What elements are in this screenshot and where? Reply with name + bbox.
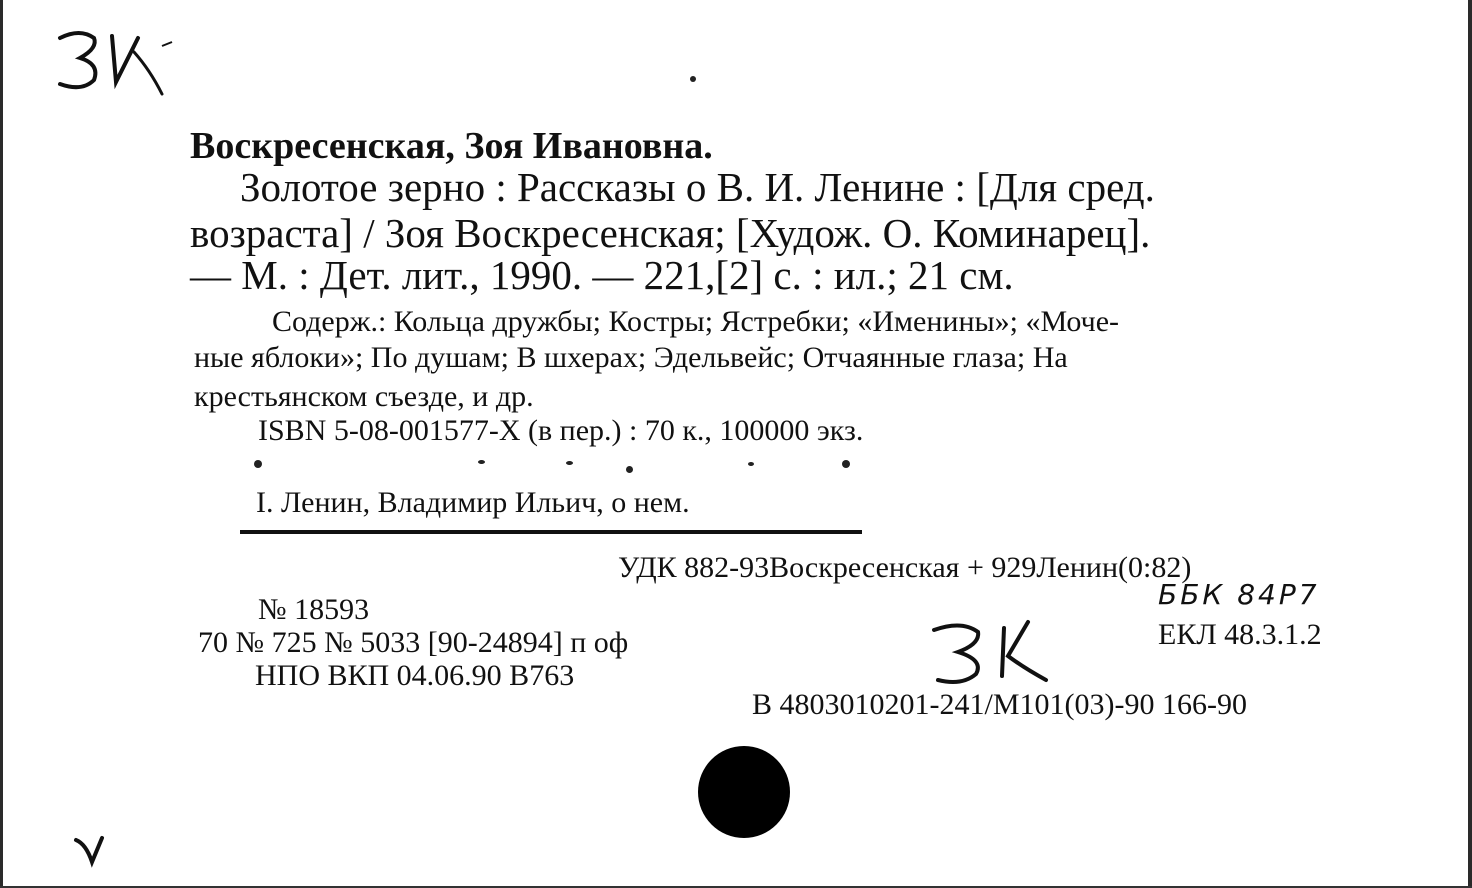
handwritten-mark-middle — [928, 616, 1068, 696]
divider-rule — [240, 530, 862, 534]
order-line: 70 № 725 № 5033 [90-24894] п оф — [198, 626, 629, 659]
npo-line: НПО ВКП 04.06.90 В763 — [255, 659, 575, 692]
handwritten-mark-top — [50, 24, 180, 104]
author-heading: Воскресенская, Зоя Ивановна. — [190, 125, 713, 167]
record-number: № 18593 — [258, 593, 370, 626]
publication-code: В 4803010201-241/М101(03)-90 166-90 — [752, 688, 1247, 721]
decorative-dot — [478, 460, 485, 464]
handwritten-mark-bottom — [72, 834, 112, 868]
udc-code: УДК 882-93Воскресенская + 929Ленин(0:82) — [618, 551, 1192, 584]
contents-line: ные яблоки»; По душам; В шхерах; Эдельвейс; Отчаянные глаза; На — [194, 341, 1068, 374]
decorative-dot — [842, 460, 850, 468]
card-punch-hole — [698, 746, 790, 838]
decorative-dot — [254, 460, 262, 468]
title-line: возраста] / Зоя Воскресенская; [Худож. О. Коминарец]. — [190, 210, 1151, 256]
card-left-edge — [0, 0, 3, 888]
isbn-line: ISBN 5-08-001577-X (в пер.) : 70 к., 100000 экз. — [258, 414, 864, 447]
contents-line: крестьянском съезде, и др. — [194, 380, 534, 413]
subject-entry: I. Ленин, Владимир Ильич, о нем. — [256, 486, 690, 519]
decorative-dot — [626, 466, 633, 473]
decorative-dot — [566, 461, 573, 465]
contents-line: Содерж.: Кольца дружбы; Костры; Ястребки; «Именины»; «Моче- — [272, 305, 1120, 338]
publication-line: — М. : Дет. лит., 1990. — 221,[2] с. : ил.; 21 см. — [190, 252, 1014, 298]
decorative-dot — [748, 462, 754, 466]
decorative-dot — [690, 76, 696, 82]
card-right-edge — [1468, 0, 1472, 888]
title-line: Золотое зерно : Рассказы о В. И. Ленине : [Для сред. — [240, 164, 1155, 210]
bbk-handwritten-code: ББК 84Р7 — [1158, 578, 1320, 611]
ekl-code: ЕКЛ 48.3.1.2 — [1158, 618, 1322, 651]
